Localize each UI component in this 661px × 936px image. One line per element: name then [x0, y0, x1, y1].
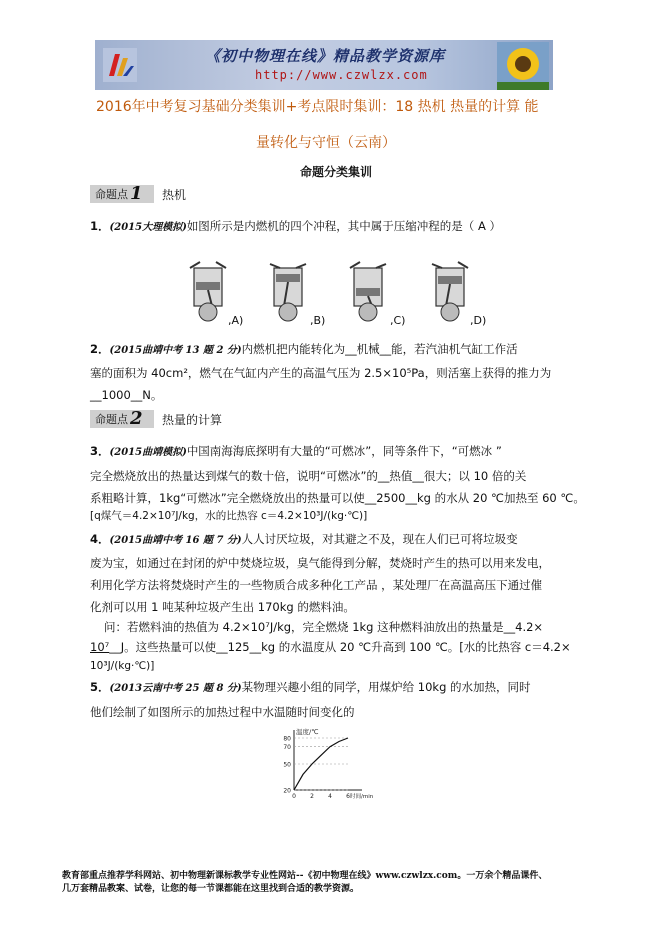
- topic-1-tag: [90, 185, 154, 203]
- x-tick-label: 2: [310, 793, 314, 800]
- question-2-line-2: 塞的面积为 40cm²，燃气在气缸内产生的高温气压为 2.5×10⁵Pa，则活塞上获得的推力为: [90, 366, 552, 380]
- question-4-line-1: [90, 530, 518, 550]
- q5-number: 5．: [90, 680, 110, 694]
- q3-text-1: 中国南海海底探明有大量的“可燃冰”，同等条件下，“可燃冰 ”: [186, 444, 502, 458]
- topic-2-header: [90, 409, 222, 429]
- question-3-line-4: [q煤气＝4.2×10⁷J/kg，水的比热容 c＝4.2×10³J/(kg·℃)]: [90, 510, 368, 522]
- q5-source: (2013云南中考 25 题 8 分): [109, 683, 242, 694]
- question-5-line-2: 他们绘制了如图所示的加热过程中水温随时间变化的: [90, 705, 355, 719]
- question-4-line-6: [90, 638, 571, 656]
- question-3-line-3: [90, 489, 585, 507]
- banner-title: 《初中物理在线》精品教学资源库: [205, 47, 446, 65]
- q1-source: (2015大理模拟): [109, 222, 187, 233]
- topic-2-tag: [90, 410, 154, 428]
- option-c-label: ,C): [390, 314, 406, 327]
- engine-stroke-a-icon: [186, 258, 230, 324]
- q4-text-1: 人人讨厌垃圾，对其避之不及，现在人们已可将垃圾变: [241, 532, 518, 546]
- q3-text-2b: 很大；以 10 倍的关: [423, 469, 527, 483]
- question-5-line-1: [90, 678, 531, 698]
- q2-answer-2: __1000__: [90, 388, 143, 402]
- topic-2-tag-label: 命题点: [95, 413, 128, 426]
- option-d-label: ,D): [470, 314, 487, 327]
- x-axis-label: 时间/min: [350, 794, 374, 800]
- engine-stroke-d-icon: [428, 258, 472, 324]
- y-axis-label: 温度/℃: [296, 728, 319, 736]
- q3-answer-2: __2500__: [364, 491, 417, 505]
- q3-answer-1: __热值__: [377, 469, 424, 483]
- footer-line-1: 教育部重点推荐学科网站、初中物理新课标教学专业性网站--《初中物理在线》www.czwlzx.com。一万余个精品课件、: [62, 871, 548, 881]
- q4-text-6c: kg 的水温度从 20 ℃升高到 100 ℃。[水的比热容 c＝4.2×: [261, 640, 571, 654]
- option-a-label: ,A): [228, 314, 244, 327]
- sunflower-icon: [497, 42, 549, 90]
- x-tick-label: 4: [328, 793, 332, 800]
- q4-answer-1a: __4.2×: [503, 620, 544, 634]
- topic-2-name: 热量的计算: [162, 412, 223, 427]
- q2-number: 2．: [90, 342, 110, 356]
- engine-stroke-c-icon: [346, 258, 390, 324]
- topic-1-name: 热机: [162, 187, 187, 202]
- temperature-time-chart: [272, 726, 380, 802]
- topic-1-header: [90, 184, 186, 204]
- q1-text: 如图所示是内燃机的四个冲程，其中属于压缩冲程的是（ A ）: [186, 219, 501, 233]
- y-tick-label: 50: [283, 761, 291, 769]
- q2-answer-1: __机械__: [345, 342, 392, 356]
- question-2-line-3: [90, 386, 162, 404]
- q2-text-c: N。: [142, 388, 163, 402]
- q4-answer-1b: 10⁷: [90, 640, 110, 654]
- q4-number: 4．: [90, 532, 110, 546]
- q5-text-1: 某物理兴趣小组的同学，用煤炉给 10kg 的水加热，同时: [241, 680, 531, 694]
- question-4-line-2: 废为宝，如通过在封闭的炉中焚烧垃圾，臭气能得到分解，焚烧时产生的热可以用来发电，: [90, 556, 550, 570]
- q2-source: (2015曲靖中考 13 题 2 分): [109, 345, 242, 356]
- question-1: [90, 217, 501, 237]
- question-4-line-5: [104, 618, 543, 636]
- q2-text-b: 能，若汽油机气缸工作活: [391, 342, 518, 356]
- question-4-line-3: 利用化学方法将焚烧时产生的一些物质合成多种化工产品 ，某处理厂在高温高压下通过催: [90, 578, 543, 592]
- topic-1-tag-label: 命题点: [95, 188, 128, 201]
- page-title-line-2: 量转化与守恒（云南）: [256, 135, 396, 151]
- option-b-label: ,B): [310, 314, 326, 327]
- x-tick-label: 0: [292, 793, 296, 800]
- question-3-line-1: [90, 442, 502, 462]
- q4-answer-2: __125__: [216, 640, 262, 654]
- q3-text-3a: 系粗略计算，1kg“可燃冰”完全燃烧放出的热量可以使: [90, 491, 365, 505]
- q4-source: (2015曲靖中考 16 题 7 分): [109, 535, 242, 546]
- page-title-line-1: 2016年中考复习基础分类集训+考点限时集训：18 热机 热量的计算 能: [96, 99, 539, 115]
- q3-number: 3．: [90, 444, 110, 458]
- header-banner: [95, 40, 553, 90]
- footer-line-2: 几万套精品教案、试卷，让您的每一节课都能在这里找到合适的教学资源。: [62, 884, 360, 894]
- topic-2-number: 2: [130, 408, 143, 429]
- y-tick-label: 70: [283, 744, 291, 752]
- q4-text-5a: 问：若燃料油的热值为 4.2×10⁷J/kg，完全燃烧 1kg 这种燃料油放出的热量是: [104, 620, 504, 634]
- question-3-line-2: [90, 467, 526, 485]
- banner-url[interactable]: http://www.czwlzx.com: [255, 68, 428, 82]
- y-tick-label: 80: [283, 735, 291, 743]
- q1-number: 1．: [90, 219, 110, 233]
- y-tick-label: 20: [283, 787, 291, 795]
- x-tick-label: 6: [346, 793, 350, 800]
- question-4-line-7: 10³J/(kg·℃)]: [90, 660, 155, 672]
- q2-text-a: 内燃机把内能转化为: [241, 342, 346, 356]
- question-2-line-1: [90, 340, 518, 360]
- q4-text-6b: __J。这些热量可以使: [109, 640, 217, 654]
- question-4-line-4: 化剂可以用 1 吨某种垃圾产生出 170kg 的燃料油。: [90, 600, 355, 614]
- section-heading: 命题分类集训: [300, 165, 373, 179]
- q3-source: (2015曲靖模拟): [109, 447, 187, 458]
- q3-text-2a: 完全燃烧放出的热量达到煤气的数十倍，说明“可燃冰”的: [90, 469, 378, 483]
- topic-1-number: 1: [130, 183, 143, 204]
- q3-text-3b: kg 的水从 20 ℃加热至 60 ℃。: [416, 491, 585, 505]
- engine-stroke-b-icon: [266, 258, 310, 324]
- site-logo-icon: [101, 46, 139, 84]
